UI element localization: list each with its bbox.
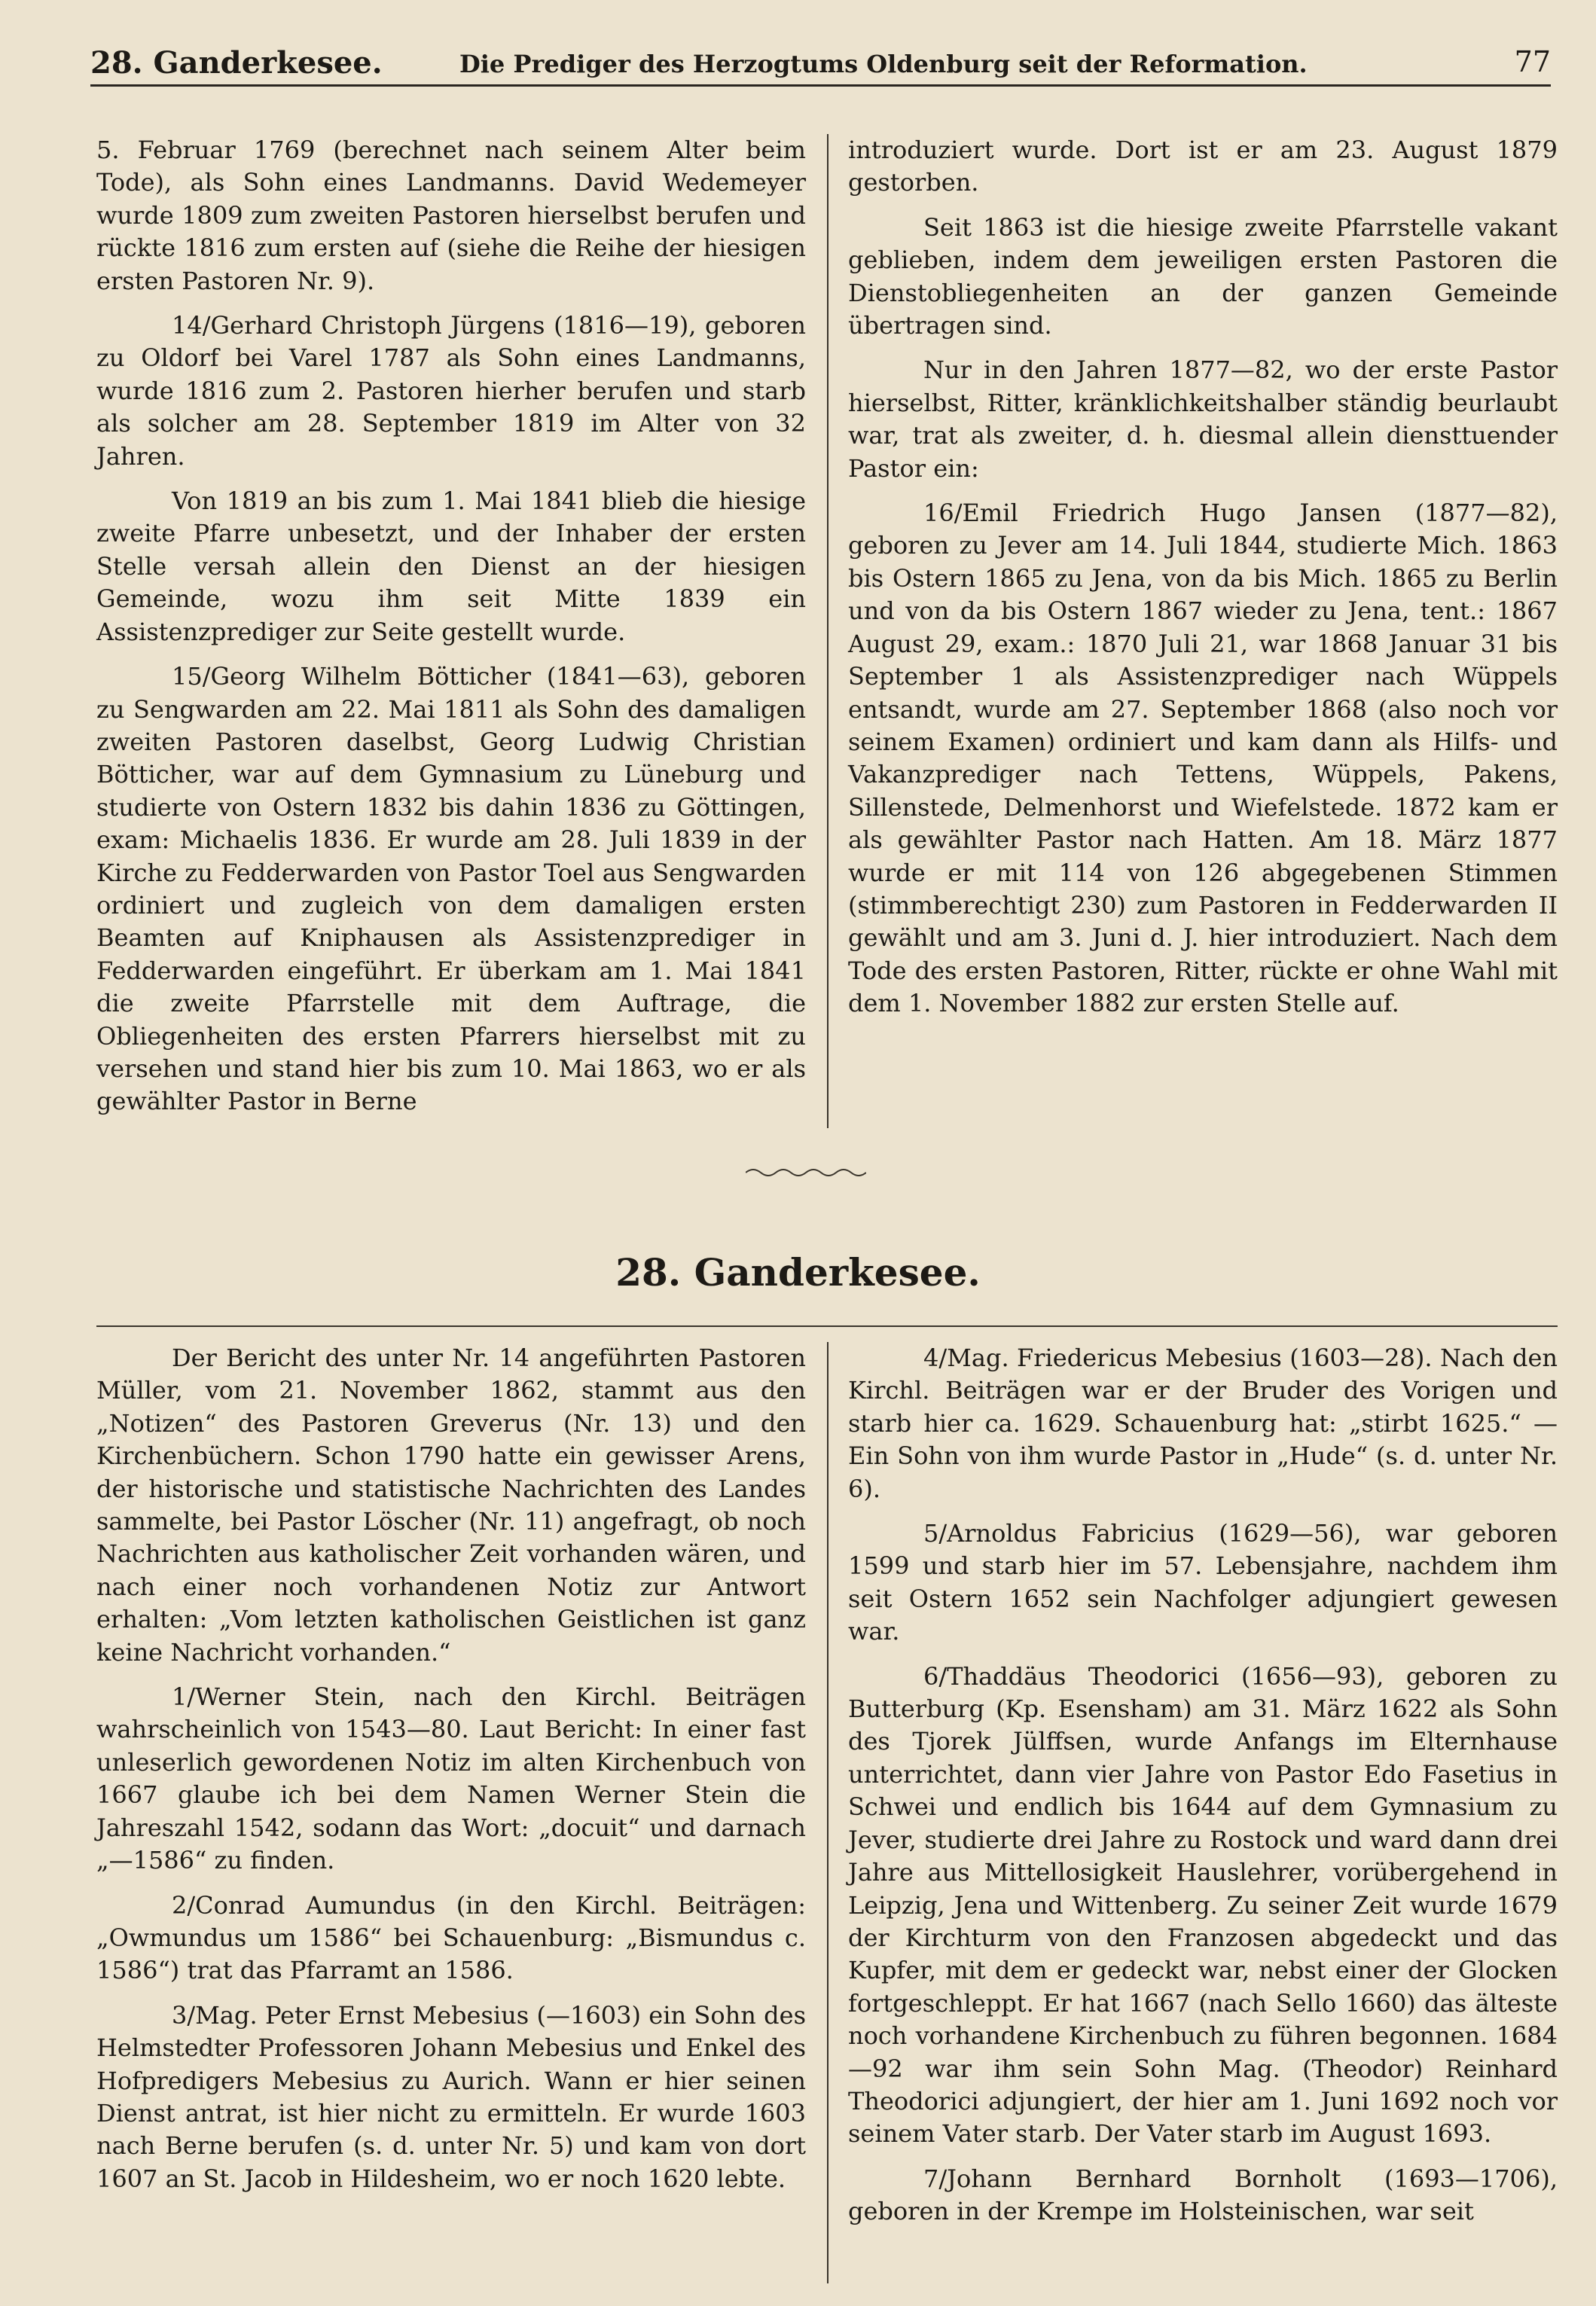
paragraph: introduziert wurde. Dort ist er am 23. August 1879 gestorben.: [848, 136, 1558, 197]
paragraph: Der Bericht des unter Nr. 14 angeführten Pastoren Müller, vom 21. November 1862, stammt aus den „Notizen“ des Pastoren Greverus (Nr. 13) und den Kirchenbüchern. Schon 1790 hatte ein gewisser Arens, der historische und statistische Nachrichten des Landes sammelte, bei Pastor Löscher (Nr. 11) angefragt, ob noch Nachrichten aus katholischer Zeit vorhanden wären, und nach einer noch vorhandenen Notiz zur Antwort erhalten: „Vom letzten katholischen Geistlichen ist ganz keine Nachricht vorhanden.“: [96, 1344, 806, 1667]
bottom-left-column: [96, 1342, 806, 2207]
top-right-column: [848, 134, 1558, 1033]
column-divider: [827, 134, 829, 1128]
section-heading: 28. Ganderkesee.: [615, 1250, 981, 1295]
entry-15-boetticher: 15/Georg Wilhelm Bötticher (1841—63), geboren zu Sengwarden am 22. Mai 1811 als Sohn des damaligen zweiten Pastoren daselbst, Georg Ludwig Christian Bötticher, war auf dem Gymnasium zu Lüneburg und studierte von Ostern 1832 bis dahin 1836 zu Göttingen, exam: Michaelis 1836. Er wurde am 28. Juli 1839 in der Kirche zu Fedderwarden von Pastor Toel aus Sengwarden ordiniert und zugleich von dem damaligen ersten Beamten auf Kniphausen als Assistenzprediger in Fedderwarden eingeführt. Er überkam am 1. Mai 1841 die zweite Pfarrstelle mit dem Auftrage, die Obliegenheiten des ersten Pfarrers hierselbst mit zu versehen und stand hier bis zum 10. Mai 1863, wo er als gewählter Pastor in Berne: [96, 662, 806, 1116]
entry-6-theodorici: 6/Thaddäus Theodorici (1656—93), geboren zu Butterburg (Kp. Esensham) am 31. März 1622 als Sohn des Tjorek Jülffsen, wurde Anfangs im Elternhause unterrichtet, dann vier Jahre von Pastor Edo Fasetius in Schwei und endlich bis 1644 auf dem Gymnasium zu Jever, studierte drei Jahre zu Rostock und ward dann drei Jahre aus Mittellosigkeit Hauslehrer, vorübergehend in Leipzig, Jena und Wittenberg. Zu seiner Zeit wurde 1679 der Kirchturm von den Franzosen abgedeckt und das Kupfer, mit dem er gedeckt war, nebst einer der Glocken fortgeschleppt. Er hat 1667 (nach Sello 1660) das älteste noch vorhandene Kirchenbuch zu führen begonnen. 1684—92 war ihm sein Sohn Mag. (Theodor) Reinhard Theodorici adjungiert, der hier am 1. Juni 1692 noch vor seinem Vater starb. Der Vater starb im August 1693.: [848, 1661, 1558, 2149]
paragraph: 5. Februar 1769 (berechnet nach seinem Alter beim Tode), als Sohn eines Landmanns. David Wedemeyer wurde 1809 zum zweiten Pastoren hierselbst berufen und rückte 1816 zum ersten auf (siehe die Reihe der hiesigen ersten Pastoren Nr. 9).: [96, 136, 806, 295]
entry-14-juergens: 14/Gerhard Christoph Jürgens (1816—19), geboren zu Oldorf bei Varel 1787 als Sohn eines Landmanns, wurde 1816 zum 2. Pastoren hierher berufen und starb als solcher am 28. September 1819 im Alter von 32 Jahren.: [96, 311, 806, 471]
header-book-title: Die Prediger des Herzogtums Oldenburg seit der Reformation.: [459, 50, 1308, 78]
entry-5-fabricius: 5/Arnoldus Fabricius (1629—56), war geboren 1599 und starb hier im 57. Lebensjahre, nachdem ihm seit Ostern 1652 sein Nachfolger adjungiert gewesen war.: [848, 1519, 1558, 1646]
running-head: [90, 39, 1551, 87]
entry-2-aumundus: 2/Conrad Aumundus (in den Kirchl. Beiträgen: „Owmundus um 1586“ bei Schauenburg: „Bismundus c. 1586“) trat das Pfarramt an 1586.: [96, 1890, 806, 1985]
section-rule: [96, 1325, 1558, 1327]
bottom-right-column: [848, 1342, 1558, 2240]
entry-7-bornholt: 7/Johann Bernhard Bornholt (1693—1706), geboren in der Krempe im Holsteinischen, war seit: [848, 2164, 1558, 2226]
entry-4-mebesius: 4/Mag. Friedericus Mebesius (1603—28). Nach den Kirchl. Beiträgen war er der Bruder des Vorigen und starb hier ca. 1629. Schauenburg hat: „stirbt 1625.“ — Ein Sohn von ihm wurde Pastor in „Hude“ (s. d. unter Nr. 6).: [848, 1344, 1558, 1503]
top-left-column: [96, 134, 806, 1130]
entry-16-jansen: 16/Emil Friedrich Hugo Jansen (1877—82), geboren zu Jever am 14. Juli 1844, studierte Mich. 1863 bis Ostern 1865 zu Jena, von da bis Mich. 1865 zu Berlin und von da bis Ostern 1867 wieder zu Jena, tent.: 1867 August 29, exam.: 1870 Juli 21, war 1868 Januar 31 bis September 1 als Assistenzprediger nach Wüppels entsandt, wurde am 27. September 1868 (also noch vor seinem Examen) ordiniert und kam dann als Hilfs- und Vakanzprediger nach Tettens, Wüppels, Pakens, Sillenstede, Delmenhorst und Wiefelstede. 1872 kam er als gewählter Pastor nach Hatten. Am 18. März 1877 wurde er mit 114 von 126 abgegebenen Stimmen (stimmberechtigt 230) zum Pastoren in Fedderwarden II gewählt und am 3. Juni d. J. hier introduziert. Nach dem Tode des ersten Pastoren, Ritter, rückte er ohne Wahl mit dem 1. November 1882 zur ersten Stelle auf.: [848, 499, 1558, 1018]
ornament-divider: [746, 1164, 866, 1182]
entry-3-mebesius: 3/Mag. Peter Ernst Mebesius (—1603) ein Sohn des Helmstedter Professoren Johann Mebesius und Enkel des Hofpredigers Mebesius zu Aurich. Wann er hier seinen Dienst antrat, ist hier nicht zu ermitteln. Er wurde 1603 nach Berne berufen (s. d. unter Nr. 5) und kam von dort 1607 an St. Jacob in Hildesheim, wo er noch 1620 lebte.: [96, 2000, 806, 2193]
column-divider: [827, 1342, 829, 2283]
paragraph: Seit 1863 ist die hiesige zweite Pfarrstelle vakant geblieben, indem dem jeweiligen ersten Pastoren die Dienstobliegenheiten an der ganzen Gemeinde übertragen sind.: [848, 212, 1558, 340]
entry-1-stein: 1/Werner Stein, nach den Kirchl. Beiträgen wahrscheinlich von 1543—80. Laut Bericht: In einer fast unleserlich gewordenen Notiz im alten Kirchenbuch von 1667 glaube ich bei dem Namen Werner Stein die Jahreszahl 1542, sodann das Wort: „docuit“ und darnach „—1586“ zu finden.: [96, 1682, 806, 1875]
page-number: 77: [1514, 45, 1551, 78]
header-section-title: 28. Ganderkesee.: [90, 45, 383, 81]
paragraph: Von 1819 an bis zum 1. Mai 1841 blieb die hiesige zweite Pfarre unbesetzt, und der Inhaber der ersten Stelle versah allein den Dienst an der hiesigen Gemeinde, wozu ihm seit Mitte 1839 ein Assistenzprediger zur Seite gestellt wurde.: [96, 487, 806, 646]
paragraph: Nur in den Jahren 1877—82, wo der erste Pastor hierselbst, Ritter, kränklichkeitshalber ständig beurlaubt war, trat als zweiter, d. h. diesmal allein diensttuender Pastor ein:: [848, 355, 1558, 483]
